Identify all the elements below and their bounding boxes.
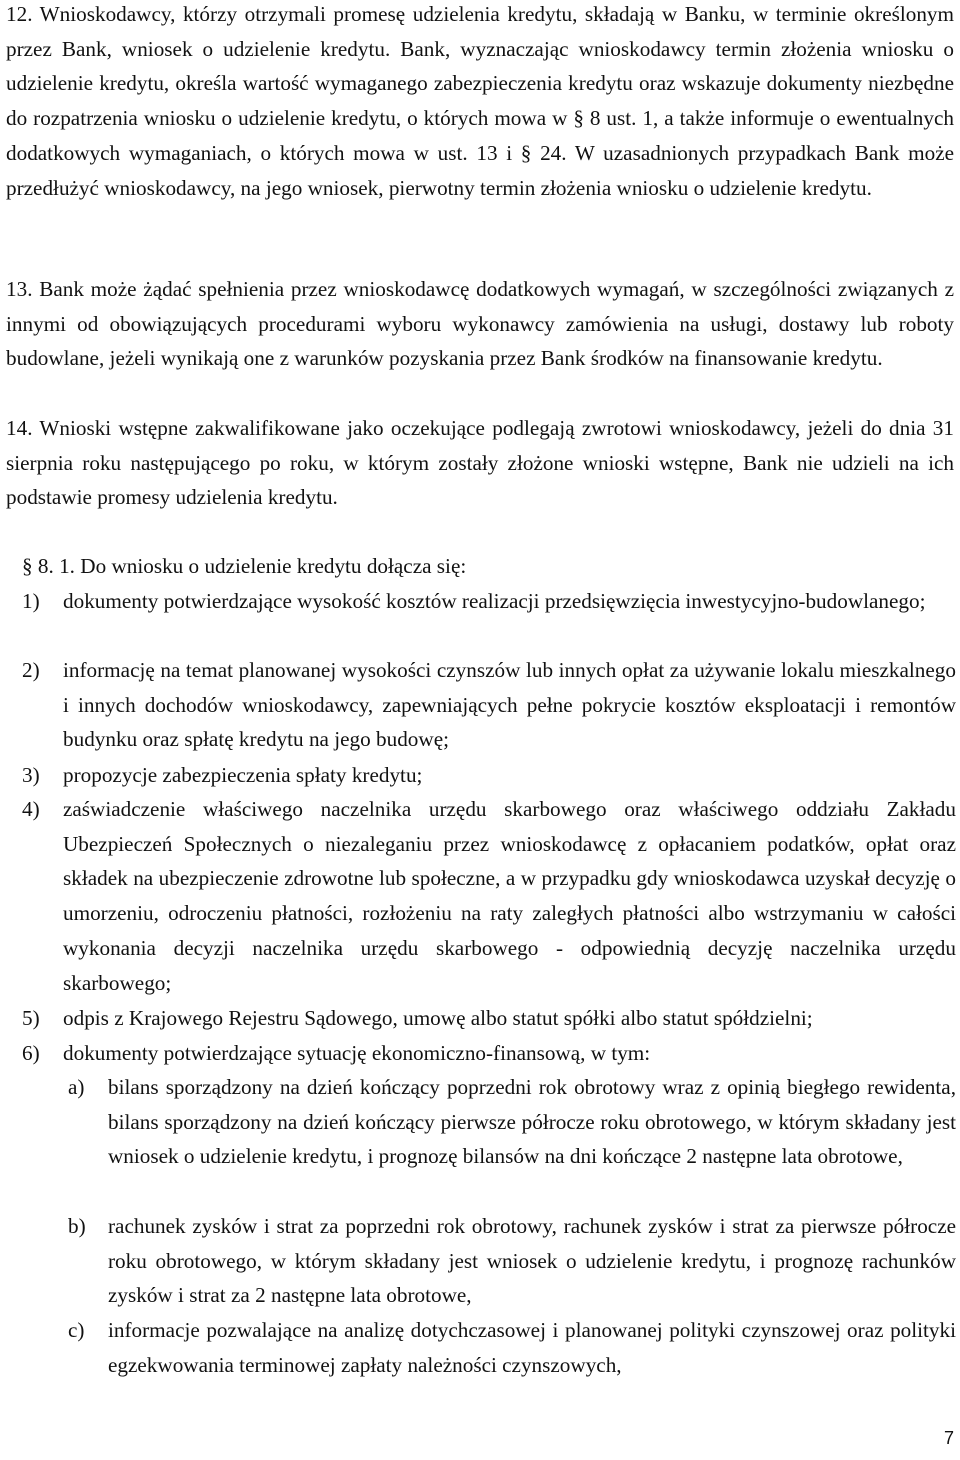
- sub-item-letter: b): [68, 1214, 86, 1238]
- sub-item-letter: c): [68, 1318, 85, 1342]
- list-item-text: zaświadczenie właściwego naczelnika urzędu skarbowego oraz właściwego oddziału Zakładu Ubezpieczeń Społecznych o niezaleganiu przez wnioskodawcę z opłacaniem podatków, opłat oraz składek na ubezpieczenie zdrowotne lub społeczne, a w przypadku gdy wnioskodawca uzyskał decyzję o umorzeniu, odroczeniu płatności, rozłożeniu na raty zaległych płatności albo wstrzymaniu w całości wykonania decyzji naczelnika urzędu skarbowego - odpowiednią decyzję naczelnika urzędu skarbowego;: [63, 797, 956, 995]
- list-item-text: dokumenty potwierdzające sytuację ekonomiczno-finansową, w tym:: [63, 1041, 651, 1065]
- sub-item-text: informacje pozwalające na analizę dotychczasowej i planowanej polityki czynszowej oraz polityki egzekwowania terminowej zapłaty należności czynszowych,: [108, 1318, 956, 1377]
- list-item-text: dokumenty potwierdzające wysokość kosztów realizacji przedsięwzięcia inwestycyjno-budowlanego;: [63, 589, 926, 613]
- page-number: 7: [943, 1428, 954, 1448]
- paragraph-13: 13. Bank może żądać spełnienia przez wnioskodawcę dodatkowych wymagań, w szczególności związanych z innymi od obowiązujących procedurami wyboru wykonawcy zamówienia na usługi, dostawy lub roboty budowlane, jeżeli wynikają one z warunków pozyskania przez Bank środków na finansowanie kredytu.: [6, 277, 954, 371]
- list-item-number: 5): [22, 1006, 40, 1030]
- list-item-number: 4): [22, 797, 40, 821]
- sub-item-text: rachunek zysków i strat za poprzedni rok obrotowy, rachunek zysków i strat za pierwsze półrocze roku obrotowego, w którym składany jest wniosek o udzielenie kredytu, i prognozę rachunków zysków i strat za 2 następne lata obrotowe,: [108, 1214, 956, 1308]
- sub-item-letter: a): [68, 1075, 85, 1099]
- paragraph-14: 14. Wnioski wstępne zakwalifikowane jako oczekujące podlegają zwrotowi wnioskodawcy, jeżeli do dnia 31 sierpnia roku następującego po roku, w którym zostały złożone wnioski wstępne, Bank nie udzieli na ich podstawie promesy udzielenia kredytu.: [6, 416, 954, 510]
- list-item-text: propozycje zabezpieczenia spłaty kredytu;: [63, 763, 423, 787]
- list-item-number: 1): [22, 589, 40, 613]
- list-item-number: 3): [22, 763, 40, 787]
- list-item-number: 2): [22, 658, 40, 682]
- list-item-text: odpis z Krajowego Rejestru Sądowego, umowę albo statut spółki albo statut spółdzielni;: [63, 1006, 813, 1030]
- list-item-text: informację na temat planowanej wysokości czynszów lub innych opłat za używanie lokalu mieszkalnego i innych dochodów wnioskodawcy, zapewniających pełne pokrycie kosztów eksploatacji i remontów budynku oraz spłatę kredytu na jego budowę;: [63, 658, 956, 752]
- sub-item-text: bilans sporządzony na dzień kończący poprzedni rok obrotowy wraz z opinią biegłego rewidenta, bilans sporządzony na dzień kończący pierwsze półrocze roku obrotowego, w którym składany jest wniosek o udzielenie kredytu, i prognozę bilansów na dni kończące 2 następne lata obrotowe,: [108, 1075, 956, 1169]
- section-8-heading: § 8. 1. Do wniosku o udzielenie kredytu dołącza się:: [22, 554, 467, 578]
- paragraph-12: 12. Wnioskodawcy, którzy otrzymali promesę udzielenia kredytu, składają w Banku, w terminie określonym przez Bank, wniosek o udzielenie kredytu. Bank, wyznaczając wnioskodawcy termin złożenia wniosku o udzielenie kredytu, określa wartość wymaganego zabezpieczenia kredytu oraz wskazuje dokumenty niezbędne do rozpatrzenia wniosku o udzielenie kredytu, o których mowa w § 8 ust. 1, a także informuje o ewentualnych dodatkowych wymaganiach, o których mowa w ust. 13 i § 24. W uzasadnionych przypadkach Bank może przedłużyć wnioskodawcy, na jego wniosek, pierwotny termin złożenia wniosku o udzielenie kredytu.: [6, 2, 954, 200]
- list-item-number: 6): [22, 1041, 40, 1065]
